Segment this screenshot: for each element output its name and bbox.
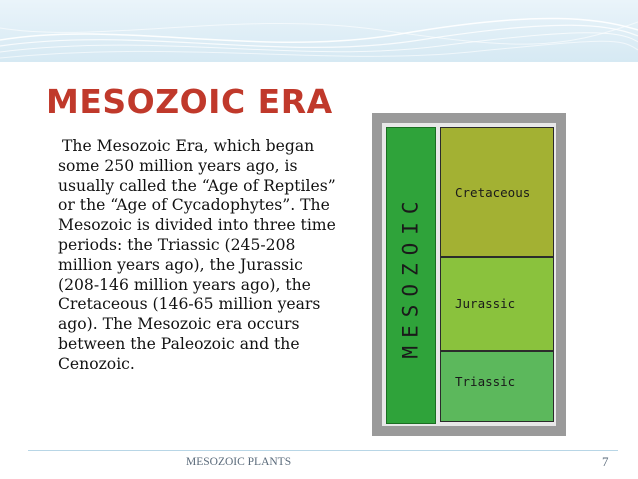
slide-body-text: The Mesozoic Era, which began some 250 million years ago, is usually called the “Age of Reptiles” or the “Age of Cycadophytes”. The Mesozoic is divided into three time periods: the Triassic (245-208 million years ago), the Jurassic (208-146 million years ago), the Cretaceous (146-65 million years ago). The Mesozoic era occurs between the Paleozoic and the Cenozoic. xyxy=(58,137,336,373)
wave-decoration xyxy=(0,0,638,62)
page-number: 7 xyxy=(602,454,609,469)
period-label-cretaceous: Cretaceous xyxy=(455,185,531,200)
decorative-header-band xyxy=(0,0,638,62)
footer-divider xyxy=(28,450,618,451)
geologic-timescale-figure xyxy=(352,96,592,448)
period-triassic xyxy=(440,351,554,422)
footer-title: MESOZOIC PLANTS xyxy=(186,456,292,468)
period-jurassic xyxy=(440,257,554,351)
slide-title: MESOZOIC ERA xyxy=(46,82,333,121)
period-cretaceous xyxy=(440,127,554,257)
era-label: MESOZOIC xyxy=(399,192,423,359)
era-band-mesozoic xyxy=(386,127,436,424)
period-label-triassic: Triassic xyxy=(455,374,516,389)
period-label-jurassic: Jurassic xyxy=(455,296,516,311)
